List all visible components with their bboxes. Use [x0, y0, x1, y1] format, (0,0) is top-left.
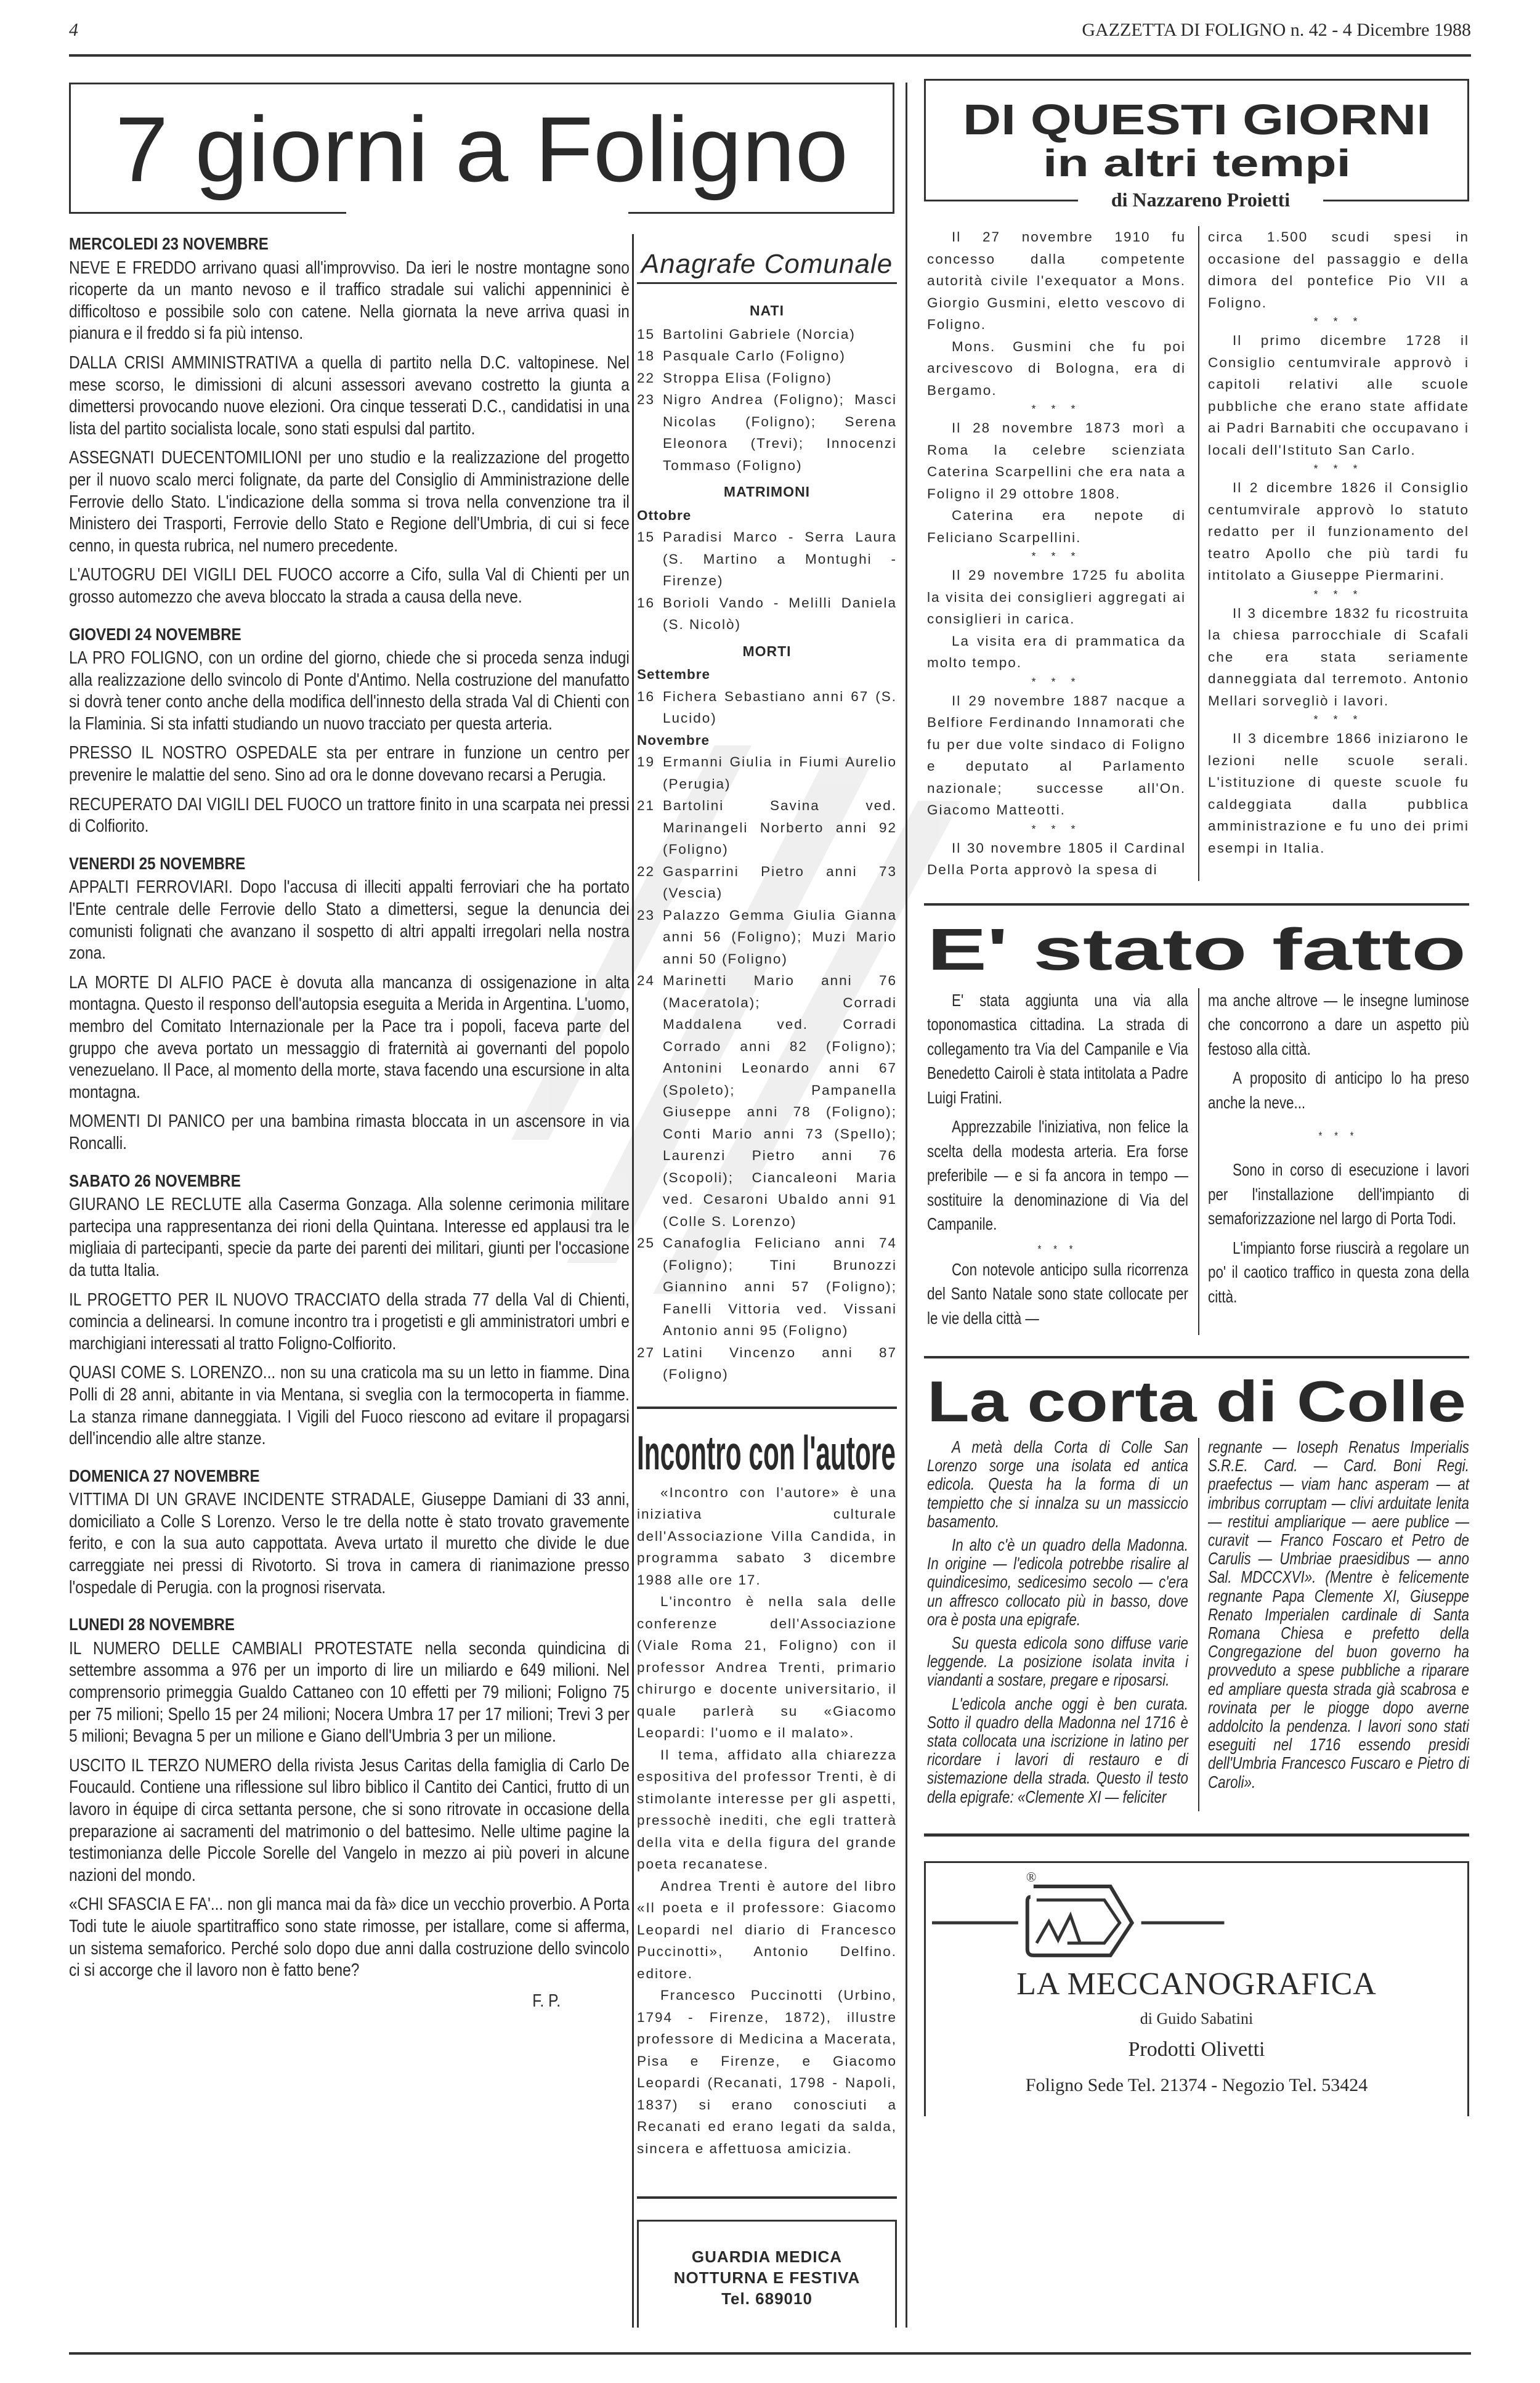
entry-text: Bartolini Savina ved. Marinangeli Norberto anni 92 (Foligno): [663, 798, 897, 857]
corta-colle-title: [924, 1367, 1469, 1432]
news-item: GIURANO LE RECLUTE alla Caserma Gonzaga. Alla solenne cerimonia militare partecipa una rappresentanza dei rioni della Quintana. Interesse ed applausi tra le migliaia di partecipanti, specie da parte dei parenti dei militari, giunti per l'occasione da tutta Italia.: [69, 1195, 630, 1280]
registry-entry: [637, 592, 897, 636]
entry-text: Palazzo Gemma Giulia Gianna anni 56 (Foligno); Muzi Mario anni 50 (Foligno): [663, 907, 897, 967]
altri-tempi-byline: di Nazzareno Proietti: [1111, 189, 1291, 211]
separator: * * *: [1031, 403, 1082, 415]
news-item: DALLA CRISI AMMINISTRATIVA a quella di partito nella D.C. valtopinese. Nel mese scorso, le dimissioni di alcuni assessori avevano costretto la giunta a dimettersi provocando nuove elezioni. Ora cinque tesserati D.C., candidatisi in una lista del partito socialista locale, sono stati espulsi dal partito.: [69, 352, 630, 439]
svg-text:in altri tempi: in altri tempi: [1043, 142, 1351, 184]
incontro-body: [637, 1482, 897, 2160]
anagrafe-title: Anagrafe Comunale: [637, 246, 897, 284]
ad-owner: di Guido Sabatini: [1140, 2009, 1254, 2028]
separator: * * *: [1031, 550, 1082, 562]
history-item: La visita era di prammatica da molto tempo.: [927, 633, 1186, 670]
seven-days-column: [69, 233, 630, 2012]
history-item: Il 29 novembre 1725 fu abolita la visita dei consiglieri aggregati ai consiglieri in carica.: [927, 567, 1186, 627]
history-item: Mons. Gusmini che fu poi arcivescovo di Bologna, era di Bergamo.: [927, 338, 1186, 398]
entry-day: 24: [637, 973, 655, 988]
altri-tempi-col1: [924, 226, 1186, 881]
entry-text: Bartolini Gabriele (Norcia): [663, 326, 856, 342]
entry-text: Paradisi Marco - Serra Laura (S. Martino a Montughi - Firenze): [663, 529, 897, 588]
middle-column: [637, 246, 897, 2328]
corta-colle-col1: [927, 1438, 1188, 1806]
ad-rule: [924, 1833, 1469, 1837]
corta-colle-columns: [924, 1438, 1469, 1811]
history-item: Il 30 novembre 1805 il Cardinal Della Porta approvò la spesa di: [927, 840, 1186, 877]
history-item: Il 27 novembre 1910 fu concesso dalla competente autorità civile l'exequator a Mons. Giorgio Gusmini, eletto vescovo di Foligno.: [927, 229, 1186, 332]
incontro-paragraph: Il tema, affidato alla chiarezza espositiva del professor Trenti, è di stimolante interesse per gli aspetti, pressochè inediti, che egli tratterà della vita e della figura del grande poeta recanatese.: [637, 1747, 897, 1872]
page-number: 4: [69, 20, 78, 40]
guardia-medica-line1: GUARDIA MEDICA: [691, 2247, 843, 2266]
anagrafe-section: [637, 246, 897, 1386]
article-paragraph: In alto c'è un quadro della Madonna. In origine — l'edicola potrebbe risalire al quindicesimo, sedicesimo secolo — c'era un affresco collocato più in basso, dove ora è posta una epigrafe.: [927, 1535, 1188, 1629]
entry-text: Pasquale Carlo (Foligno): [663, 348, 846, 363]
article-paragraph: A proposito di anticipo lo ha preso anche la neve...: [1208, 1068, 1469, 1112]
registry-entry: [637, 389, 897, 476]
incontro-paragraph: Francesco Puccinotti (Urbino, 1794 - Firenze, 1872), illustre professore di Medicina a Macerata, Pisa e Firenze, e Giacomo Leopardi (Recanati, 1798 - Napoli, 1837) si erano conosciuti a Recanati ed erano legati da salda, sincera e affettuosa amicizia.: [637, 1987, 897, 2156]
incontro-title: [637, 1427, 897, 1477]
svg-text:E' stato fatto: E' stato fatto: [927, 916, 1466, 982]
separator: * * *: [1313, 588, 1364, 601]
day-heading: MERCOLEDI 23 NOVEMBRE: [69, 234, 269, 253]
meccanografica-ad: [924, 1861, 1469, 2116]
separator: * * *: [1313, 713, 1364, 726]
seven-days-title: [69, 83, 894, 212]
altri-tempi-rule-right: [1323, 200, 1469, 201]
entry-day: 18: [637, 348, 655, 363]
altri-tempi-rule-left: [924, 200, 1078, 201]
entry-text: Nigro Andrea (Foligno); Masci Nicolas (Foligno); Serena Eleonora (Trevi); Innocenzi Tommaso (Foligno): [663, 392, 897, 473]
entry-text: Fichera Sebastiano anni 67 (S. Lucido): [663, 688, 897, 726]
article-paragraph: Con notevole anticipo sulla ricorrenza del Santo Natale sono state collocate per le vie della città —: [927, 1259, 1188, 1328]
entry-day: 25: [637, 1235, 655, 1251]
history-item: Il 3 dicembre 1866 iniziarono le lezioni nelle scuole serali. L'istituzione di queste scuole fu caldeggiata dalla pubblica amministrazione e fu uno dei primi esempi in Italia.: [1208, 731, 1469, 856]
morti-heading: MORTI: [742, 643, 792, 659]
right-column: [924, 79, 1469, 2116]
article-paragraph: L'impianto forse riuscirà a regolare un po' il caotico traffico in questa zona della città.: [1208, 1238, 1469, 1306]
article-paragraph: A metà della Corta di Colle San Lorenzo sorge una isolata ed antica edicola. Questa ha la forma di un tempietto che si innalza su un massiccio basamento.: [927, 1437, 1188, 1531]
svg-text:7 giorni a Foligno: 7 giorni a Foligno: [115, 97, 848, 201]
nati-heading: NATI: [750, 302, 784, 319]
title-box-bottom-right: [628, 212, 894, 214]
altri-tempi-col2: [1198, 226, 1469, 881]
masthead: GAZZETTA DI FOLIGNO n. 42 - 4 Dicembre 1988: [1082, 20, 1471, 40]
incontro-rule: [637, 1407, 897, 1409]
news-item: «CHI SFASCIA E FA'... non gli manca mai da fà» dice un vecchio proverbio. A Porta Todi tute le aiuole spartitraffico sono state rimosse, per istallare, come si afferma, un sistema semaforico. Perché solo dopo due anni dalla costruzione dello svincolo ci si accorge che il lavoro non è fatto bene?: [69, 1894, 630, 1981]
entry-day: 22: [637, 863, 655, 879]
svg-text:DI QUESTI GIORNI: DI QUESTI GIORNI: [963, 95, 1431, 144]
entry-day: 16: [637, 688, 655, 704]
registry-entry: [637, 970, 897, 1232]
entry-day: 22: [637, 370, 655, 386]
article-paragraph: E' stata aggiunta una via alla toponomastica cittadina. La strada di collegamento tra Via del Campanile e Via Benedetto Cairoli è stata intitolata a Padre Luigi Fratini.: [927, 990, 1188, 1107]
day-heading: LUNEDI 28 NOVEMBRE: [69, 1615, 235, 1634]
entry-day: 23: [637, 907, 655, 923]
history-item: Il 28 novembre 1873 morì a Roma la celebre scienziata Caterina Scarpellini che era nata a Foligno il 29 ottobre 1808.: [927, 420, 1186, 501]
registry-entry: [637, 686, 897, 729]
registry-entry: [637, 345, 897, 367]
entry-text: Ermanni Giulia in Fiumi Aurelio (Perugia): [663, 754, 897, 792]
separator: * * *: [1318, 1130, 1359, 1142]
article-paragraph: Su questa edicola sono diffuse varie leggende. La posizione isolata invita i viandanti a sostare, pregare e riposarsi.: [927, 1633, 1188, 1690]
separator: * * *: [1313, 463, 1364, 475]
svg-text:La corta di Colle: La corta di Colle: [927, 1369, 1466, 1432]
registry-entry: [637, 1232, 897, 1342]
entry-text: Marinetti Mario anni 76 (Maceratola); Corradi Maddalena ved. Corradi Corrado anni 82 (Foligno); Antonini Leonardo anni 67 (Spoleto); Pampanella Giuseppe anni 78 (Foligno); Conti Mario anni 73 (Spello); Laurenzi Pietro anni 76 (Scopoli); Ciancaleoni Maria ved. Cesaroni Ubaldo anni 91 (Colle S. Lorenzo): [663, 973, 897, 1229]
header-rule: [69, 54, 1471, 57]
history-item: Il 2 dicembre 1826 il Consiglio centumvirale approvò lo statuto redatto per il funzionamento del teatro Apollo che più tardi fu intitolato a Giuseppe Piermarini.: [1208, 480, 1469, 583]
stato-fatto-col1: [927, 988, 1188, 1331]
article-paragraph: Apprezzabile l'iniziativa, non felice la scelta della modesta arteria. Era forse preferibile — e si fa ancora in tempo — sostituire la denominazione di Via del Campanile.: [927, 1117, 1188, 1233]
day-heading: SABATO 26 NOVEMBRE: [69, 1171, 241, 1190]
article-paragraph: ma anche altrove — le insegne luminose che concorrono a dare un aspetto più festoso alla città.: [1208, 990, 1469, 1058]
ad-products: Prodotti Olivetti: [1128, 2037, 1265, 2061]
article-paragraph: L'edicola anche oggi è ben curata. Sotto il quadro della Madonna nel 1716 è stata collocata una iscrizione in latino per ricordare i lavori di restauro e di sistemazione della strada. Questo il testo della epigrafe: «Clemente XI — feliciter: [927, 1694, 1188, 1806]
news-item: LA PRO FOLIGNO, con un ordine del giorno, chiede che si proceda senza indugi alla realizzazione dello svincolo di Ponte d'Antimo. Nella costruzione del manufatto si dovrà tener conto anche della modifica dell'innesto della strada Val di Chienti con la Flaminia. Si sta infatti studiando un nuovo tracciato per questa arteria.: [69, 648, 630, 734]
day-heading: DOMENICA 27 NOVEMBRE: [69, 1466, 260, 1485]
stato-fatto-columns: [924, 988, 1469, 1336]
entry-day: 15: [637, 529, 655, 545]
incontro-paragraph: «Incontro con l'autore» è una iniziativa culturale dell'Associazione Villa Candida, in programma sabato 3 dicembre 1988 alle ore 17.: [637, 1484, 897, 1588]
news-item: VITTIMA DI UN GRAVE INCIDENTE STRADALE, Giuseppe Damiani di 33 anni, domiciliato a Colle S Lorenzo. Verso le tre della notte è stato trovato gravemente ferito, e con la sua auto cappottata. Aveva urtato il muretto che divide le due carreggiate nei pressi di Rivotorto. Si trova in camera di rianimazione presso l'ospedale di Perugia. con la prognosi riservata.: [69, 1490, 630, 1597]
altri-tempi-header: [924, 79, 1469, 211]
article-paragraph: regnante — Ioseph Renatus Imperialis S.R.E. Card. — Card. Boni Regi. praefectus — viam hanc asperam — at imbribus corruptam — clivi arduitate lenita — restitui ampliarique — aere publice — curavit — Franco Foscaro et Petro de Carulis — Umbriae praesidibus — anno Sal. MDCCXVI». (Mentre è felicemente regnante Papa Clemente XI, Giuseppe Renato Imperialen cardinale di Santa Romana Chiesa e prefetto della Congregazione del buon governo ha provveduto a spese pubbliche a riparare ed ampliare questa strada già scabrosa e rovinata per le piogge dopo averne addolcito la pendenza. I lavori sono stati eseguiti nel 1716 essendo presidi dell'Umbria Francesco Fuscaro e Pietro di Caroli».: [1208, 1437, 1469, 1792]
guardia-medica-line2: NOTTURNA E FESTIVA: [673, 2268, 861, 2287]
entry-day: 23: [637, 392, 655, 407]
history-item: Il 3 dicembre 1832 fu ricostruita la chiesa parrocchiale di Scafali che era stata seriamente danneggiata dal terremoto. Antonio Mellari sorvegliò i lavori.: [1208, 605, 1469, 708]
day-heading: VENERDI 25 NOVEMBRE: [69, 853, 246, 873]
footer-rule: [69, 2352, 1471, 2355]
separator: * * *: [1031, 675, 1082, 688]
altri-tempi-title: [924, 79, 1469, 184]
ad-name: LA MECCANOGRAFICA: [1016, 1966, 1377, 2002]
matrimoni-month: Ottobre: [637, 507, 692, 523]
registry-entry: [637, 367, 897, 389]
guardia-rule: [637, 2196, 897, 2199]
news-item: ASSEGNATI DUECENTOMILIONI per uno studio e la realizzazione del progetto per il nuovo scalo merci folignate, da parte del Consiglio di Amministrazione delle Ferrovie dello Stato. L'indicazione della somma si trova nella convenzione tra il Ministero dei Trasporti, Ferrovie dello Stato e Regione dell'Umbria, di cui si fece cenno, in questa rubrica, nel numero precedente.: [69, 448, 630, 556]
news-item: IL PROGETTO PER IL NUOVO TRACCIATO della strada 77 della Val di Chienti, comincia a delinearsi. In comune incontro tra i progetisti e gli amministratori umbri e marchigiani interessati al tratto Foligno-Colfiorito.: [69, 1289, 630, 1354]
registry-entry: [637, 861, 897, 904]
separator: * * *: [1037, 1243, 1078, 1256]
registry-entry: [637, 1342, 897, 1386]
registry-entry: [637, 526, 897, 592]
history-item: Il 29 novembre 1887 nacque a Belfiore Ferdinando Innamorati che fu per due volte sindaco di Foligno e deputato al Parlamento nazionale; successe all'On. Giacomo Matteotti.: [927, 692, 1186, 818]
entry-day: 21: [637, 798, 655, 813]
registry-entry: [637, 751, 897, 795]
svg-text:Incontro con l'autore: Incontro con l'autore: [637, 1427, 896, 1477]
news-item: NEVE E FREDDO arrivano quasi all'improvviso. Da ieri le nostre montagne sono ricoperte da un manto nevoso e il traffico stradale sui valichi appenninici è difficoltoso e possibile solo con catene. Nella giornata la neve arriva quasi in pianura e il freddo si fa più intenso.: [69, 258, 630, 344]
entry-text: Stroppa Elisa (Foligno): [663, 370, 832, 386]
entry-text: Borioli Vando - Melilli Daniela (S. Nicolò): [663, 595, 897, 632]
entry-day: 15: [637, 326, 655, 342]
corta-colle-col2: [1208, 1438, 1469, 1792]
column-divider-middle: [906, 83, 907, 2328]
title-box-bottom-left: [69, 212, 346, 214]
news-item: MOMENTI DI PANICO per una bambina rimasta bloccata in un ascensore in via Roncalli.: [69, 1111, 630, 1153]
entry-text: Canafoglia Feliciano anni 74 (Foligno); Tini Brunozzi Giannino anni 57 (Foligno); Fanelli Vittoria ved. Vissani Antonio anni 95 (Foligno): [663, 1235, 897, 1338]
news-item: QUASI COME S. LORENZO... non su una craticola ma su un letto in fiamme. Dina Polli di 28 anni, abitante in via Mentana, si sveglia con la termocoperta in fiamme. La stanza rimane danneggiata. I Vigili del Fuoco riescono ad evitare il propagarsi dell'incendio alle altre stanze.: [69, 1363, 630, 1449]
news-item: APPALTI FERROVIARI. Dopo l'accusa di illeciti appalti ferroviari che ha portato l'Ente centrale delle Ferrovie dello Stato a dimettersi, segue la denuncia dei comunisti folignati che avanzano il sospetto di altri appalti irregolari nella nostra zona.: [69, 877, 630, 964]
entry-text: Gasparrini Pietro anni 73 (Vescia): [663, 863, 897, 901]
news-item: USCITO IL TERZO NUMERO della rivista Jesus Caritas della famiglia di Carlo De Foucauld. Contiene una riflessione sul libro biblico il Cantito dei Cantici, frutto di un lavoro in équipe di circa settanta persone, che si sono ritrovate in occasione della preparazione ai sacramenti del matrimonio o del battesimo. Nelle ultime pagine la testimonianza delle Piccole Sorelle del Vangelo in mezzo ai più poveri in alcune nazioni del mondo.: [69, 1755, 630, 1885]
corta-rule: [924, 1356, 1469, 1358]
incontro-paragraph: L'incontro è nella sala delle conferenze dell'Associazione (Viale Roma 21, Foligno) con il professor Andrea Trenti, primario chirurgo e docente universitario, il quale parlerà su «Giacomo Leopardi: l'uomo e il malato».: [637, 1594, 897, 1740]
morti-month-2: Novembre: [637, 732, 710, 748]
entry-day: 16: [637, 595, 655, 611]
svg-text:®: ®: [1026, 1869, 1037, 1885]
news-item: PRESSO IL NOSTRO OSPEDALE sta per entrare in funzione un centro per prevenire le malattie del seno. Sino ad ora le donne dovevano recarsi a Perugia.: [69, 743, 630, 786]
news-item: LA MORTE DI ALFIO PACE è dovuta alla mancanza di ossigenazione in alta montagna. Questo il responso dell'autopsia eseguita a Merida in Argentina. L'uomo, membro del Comitato Internazionale per la Pace tra i popoli, faceva parte del gruppo che aveva portato un messaggio di fraternità ai governanti del popolo venezuelano. Il Pace, al momento della morte, stava facendo una escursione in alta montagna.: [69, 972, 630, 1102]
separator: * * *: [1313, 315, 1364, 328]
entry-day: 27: [637, 1344, 655, 1360]
morti-month-1: Settembre: [637, 667, 711, 682]
stato-fatto-rule: [924, 903, 1469, 906]
history-item: Caterina era nepote di Feliciano Scarpellini.: [927, 508, 1186, 545]
entry-day: 19: [637, 754, 655, 769]
matrimoni-heading: MATRIMONI: [723, 484, 811, 500]
meccanografica-logo: [926, 1863, 1467, 1965]
registry-entry: [637, 904, 897, 970]
separator: * * *: [1031, 822, 1082, 835]
day-heading: GIOVEDI 24 NOVEMBRE: [69, 624, 241, 644]
news-item: IL NUMERO DELLE CAMBIALI PROTESTATE nella seconda quindicina di settembre assomma a 976 per un importo di lire un miliardo e 649 milioni. Nel comprensorio primeggia Gualdo Cattaneo con 10 effetti per 79 milioni; Foligno 75 per 75 milioni; Spello 15 per 24 milioni; Nocera Umbra 17 per 17 milioni; Trevi 3 per 5 milioni; Bevagna 5 per un milione e Giano dell'Umbria 3 per un milione.: [69, 1638, 630, 1747]
news-item: RECUPERATO DAI VIGILI DEL FUOCO un trattore finito in una scarpata nei pressi di Colfiorito.: [69, 794, 630, 837]
history-item-continued: circa 1.500 scudi spesi in occasione del passaggio e della dimora del pontefice Pio VII a Foligno.: [1208, 229, 1469, 311]
seven-days-column-wrapper: [69, 233, 630, 2012]
stato-fatto-col2: [1208, 988, 1469, 1309]
incontro-paragraph: Andrea Trenti è autore del libro «Il poeta e il professore: Giacomo Leopardi nel diario di Francesco Puccinotti», Antonio Delfino. editore.: [637, 1878, 897, 1981]
registry-entry: [637, 795, 897, 861]
registry-entry: [637, 323, 897, 346]
news-item: L'AUTOGRU DEI VIGILI DEL FUOCO accorre a Cifo, sulla Val di Chienti per un grosso automezzo che aveva bloccato la strada a causa della neve.: [69, 565, 630, 607]
guardia-medica-box: [637, 2220, 897, 2328]
entry-text: Latini Vincenzo anni 87 (Foligno): [663, 1344, 897, 1382]
ad-contacts: Foligno Sede Tel. 21374 - Negozio Tel. 53424: [1025, 2074, 1368, 2095]
article-paragraph: Sono in corso di esecuzione i lavori per l'installazione dell'impianto di semaforizzazione nel largo di Porta Todi.: [1208, 1160, 1469, 1228]
column-divider-left: [632, 234, 634, 2328]
history-item: Il primo dicembre 1728 il Consiglio centumvirale approvò i capitoli relativi alle scuole pubbliche che erano state affidate ai Padri Barnabiti che occupavano i locali dell'Istituto San Carlo.: [1208, 333, 1469, 458]
signature: F. P.: [532, 1991, 561, 2011]
stato-fatto-title: [924, 914, 1469, 982]
altri-tempi-columns: [924, 226, 1469, 881]
guardia-medica-phone: Tel. 689010: [721, 2289, 813, 2308]
